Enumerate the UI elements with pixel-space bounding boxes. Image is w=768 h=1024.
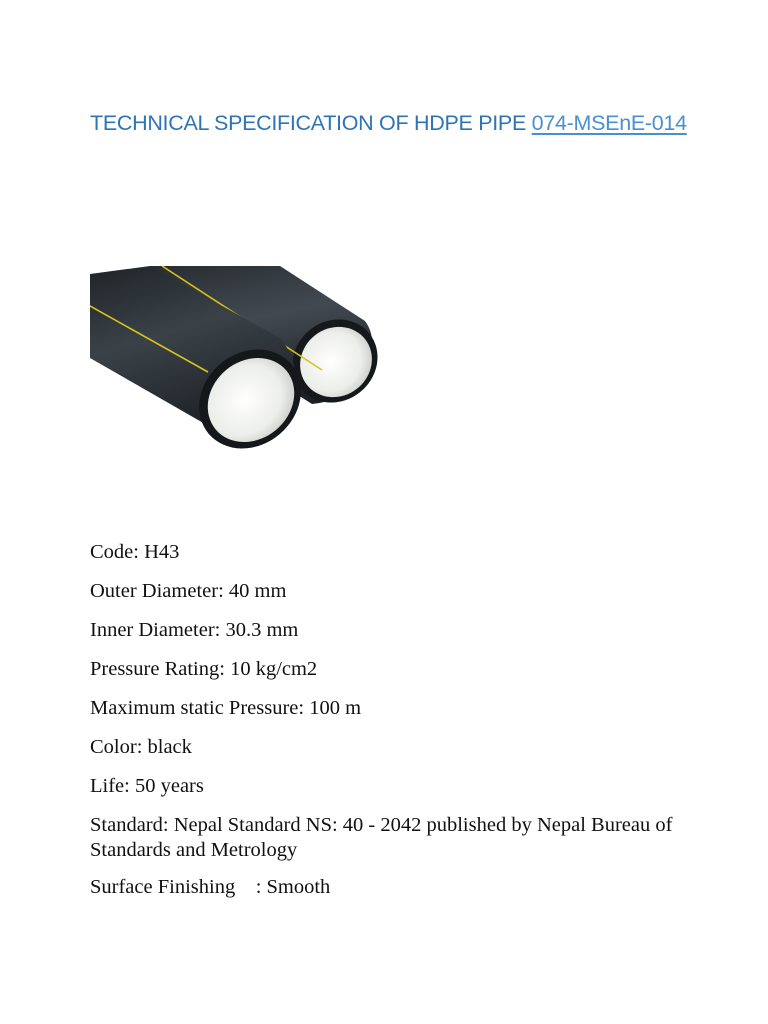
spec-code: Code: H43 (90, 541, 180, 563)
specification-list (90, 540, 690, 914)
spec-life: Life: 50 years (90, 775, 204, 797)
title-text: TECHNICAL SPECIFICATION OF HDPE PIPE (90, 111, 532, 135)
spec-pressure-rating: Pressure Rating: 10 kg/cm2 (90, 658, 318, 680)
hdpe-pipes-photo (90, 266, 380, 486)
spec-inner-diameter: Inner Diameter: 30.3 mm (90, 619, 299, 641)
spec-color: Color: black (90, 736, 192, 758)
page-title (90, 111, 687, 136)
document-code-link[interactable]: 074-MSEnE-014 (531, 111, 687, 135)
spec-surface-finishing: Surface Finishing : Smooth (90, 876, 331, 898)
spec-max-static-pressure: Maximum static Pressure: 100 m (90, 697, 362, 719)
spec-standard: Standard: Nepal Standard NS: 40 - 2042 published by Nepal Bureau of Standards and Metrology (90, 814, 678, 861)
spec-outer-diameter: Outer Diameter: 40 mm (90, 580, 287, 602)
